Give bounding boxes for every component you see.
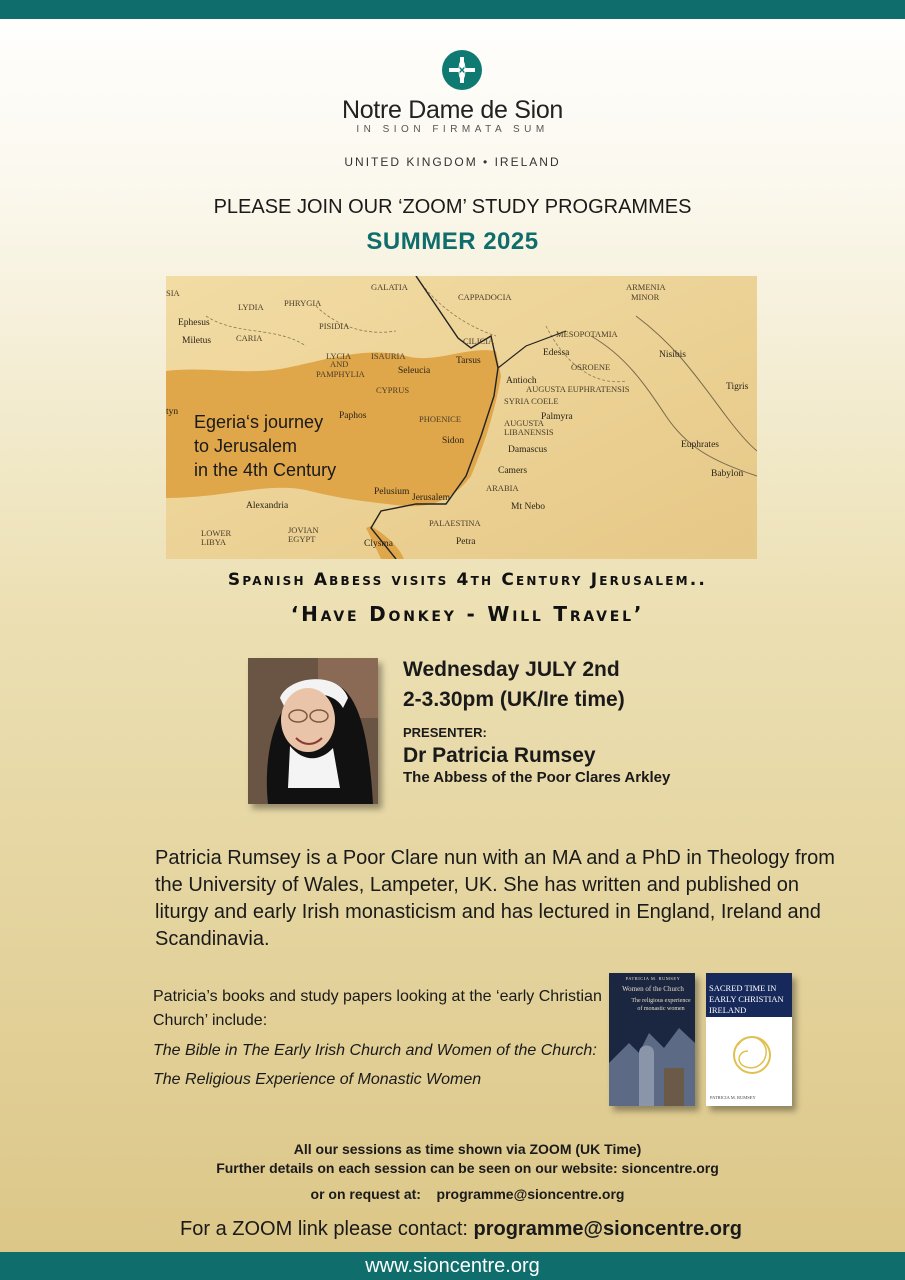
map-place-label: Pelusium xyxy=(374,487,410,497)
map-place-label: Tigris xyxy=(726,382,749,392)
presenter-label: PRESENTER: xyxy=(403,725,487,740)
map-place-label: Nisibis xyxy=(659,350,686,360)
org-motto: IN SION FIRMATA SUM xyxy=(356,124,549,135)
website-link[interactable]: www.sioncentre.org xyxy=(365,1255,540,1277)
footer-request-label: or on request at: xyxy=(310,1186,421,1202)
session-date: Wednesday JULY 2nd xyxy=(403,658,620,681)
map-place-label: Euphrates xyxy=(681,440,719,450)
map-place-label: Antioch xyxy=(506,376,537,386)
map-region-label: ARABIA xyxy=(486,483,519,493)
org-region: UNITED KINGDOM • IRELAND xyxy=(344,155,561,169)
map-place-label: Palmyra xyxy=(541,412,573,422)
map-place-label: Camers xyxy=(498,466,528,476)
zoom-contact-line xyxy=(0,1218,905,1241)
map-region-label: MESOPOTAMIA xyxy=(556,329,618,339)
map-region-label: AUGUSTA EUPHRATENSIS xyxy=(526,384,630,394)
map-place-label: Ephesus xyxy=(178,318,210,328)
session-details xyxy=(403,655,670,786)
map-region-label: SYRIA COELE xyxy=(504,396,559,406)
books-intro: Patricia’s books and study papers looking at the ‘early Christian Church’ include: xyxy=(153,988,602,1029)
footer-request-line xyxy=(0,1186,905,1202)
sion-cross-logo xyxy=(442,50,482,90)
map-region-label: CYPRUS xyxy=(376,385,410,395)
map-place-label: Alexandria xyxy=(246,501,289,511)
map-region-label: MINOR xyxy=(631,292,660,302)
map-caption-line: in the 4th Century xyxy=(194,460,337,480)
book2-title: SACRED TIME IN EARLY CHRISTIAN IRELAND xyxy=(709,983,784,1015)
map-region-label: JOVIAN xyxy=(288,525,319,535)
map-place-label: Paphos xyxy=(339,411,367,421)
book1-title: Women of the Church xyxy=(622,985,684,993)
map-region-label: LYDIA xyxy=(238,302,264,312)
map-region-label: LOWER xyxy=(201,528,232,538)
bottom-band xyxy=(0,1252,905,1280)
map-place-label: Babylon xyxy=(711,469,744,479)
org-name: Notre Dame de Sion xyxy=(341,96,564,124)
map-caption-line: to Jerusalem xyxy=(194,436,298,456)
zoom-contact-email[interactable]: programme@sioncentre.org xyxy=(473,1218,742,1240)
map-region-label: CILICIA xyxy=(463,336,495,346)
book1-author: PATRICIA M. RUMSEY xyxy=(625,976,681,981)
map-place-label: Clysma xyxy=(364,539,394,549)
session-subheadline: ‘Have Donkey - Will Travel’ xyxy=(290,602,645,626)
map-region-label: CARIA xyxy=(236,333,263,343)
invite-heading: PLEASE JOIN OUR ‘ZOOM’ STUDY PROGRAMMES xyxy=(213,196,692,218)
map-caption-line: Egeria‘s journey xyxy=(194,412,324,432)
map-region-label: AUGUSTA xyxy=(504,418,544,428)
book-cover-sacred-time xyxy=(706,973,792,1106)
map-place-label: Sidon xyxy=(442,436,465,446)
map-place-label: Petra xyxy=(456,537,476,547)
map-place-label: Seleucia xyxy=(398,366,431,376)
map-place-label: tyn xyxy=(166,407,179,417)
map-place-label: Mt Nebo xyxy=(511,502,546,512)
zoom-contact-label: For a ZOOM link please contact: xyxy=(180,1218,468,1240)
books-titles: The Bible in The Early Irish Church and Women of the Church: The Religious Experience of Monastic Women xyxy=(153,1042,597,1088)
map-region-label: SIA xyxy=(166,288,180,298)
footer-sessions-note: All our sessions as time shown via ZOOM (UK Time) xyxy=(293,1141,642,1157)
map-region-label: PISIDIA xyxy=(319,321,350,331)
map-region-label: CAPPADOCIA xyxy=(458,292,512,302)
presenter-title: The Abbess of the Poor Clares Arkley xyxy=(403,769,671,786)
map-region-label: PHOENICE xyxy=(419,414,462,424)
map-region-label: GALATIA xyxy=(371,282,408,292)
map-region-label: ARMENIA xyxy=(626,282,666,292)
footer-request-email[interactable]: programme@sioncentre.org xyxy=(436,1186,625,1202)
map-region-label: PALAESTINA xyxy=(429,518,481,528)
book2-author: PATRICIA M. RUMSEY xyxy=(710,1095,756,1100)
map-region-label: LYCIA xyxy=(326,351,352,361)
book-cover-women-of-the-church xyxy=(609,973,695,1106)
map-place-label: Miletus xyxy=(182,336,212,346)
map-region-label: EGYPT xyxy=(288,534,316,544)
map-region-label: PAMPHYLIA xyxy=(316,369,365,379)
presenter-name: Dr Patricia Rumsey xyxy=(403,744,596,767)
session-headline: Spanish Abbess visits 4th Century Jerusalem.. xyxy=(227,570,708,590)
map-caption xyxy=(194,410,336,482)
map-place-label: Jerusalem xyxy=(412,493,450,503)
map-region-label: PHRYGIA xyxy=(284,298,322,308)
map-region-label: ISAURIA xyxy=(371,351,406,361)
map-region-label: LIBYA xyxy=(201,537,227,547)
footer-website-note: Further details on each session can be seen on our website: sioncentre.org xyxy=(216,1160,719,1176)
journey-map xyxy=(166,276,757,559)
season-heading: SUMMER 2025 xyxy=(366,228,539,255)
session-time: 2-3.30pm (UK/Ire time) xyxy=(403,688,625,711)
presenter-photo xyxy=(248,658,378,804)
top-band xyxy=(0,0,905,19)
map-place-label: Tarsus xyxy=(456,356,481,366)
map-place-label: Damascus xyxy=(508,445,548,455)
book1-subtitle: The religious experience of monastic women xyxy=(631,998,691,1012)
map-region-label: LIBANENSIS xyxy=(504,427,554,437)
map-region-label: AND xyxy=(330,359,349,369)
map-place-label: Edessa xyxy=(543,348,570,358)
map-region-label: OSROENE xyxy=(571,362,611,372)
presenter-bio: Patricia Rumsey is a Poor Clare nun with an MA and a PhD in Theology from the University of Wales, Lampeter, UK. She has written and published on liturgy and early Irish monasticism and has lectured in England, Ireland and Scandinavia. xyxy=(155,847,835,950)
